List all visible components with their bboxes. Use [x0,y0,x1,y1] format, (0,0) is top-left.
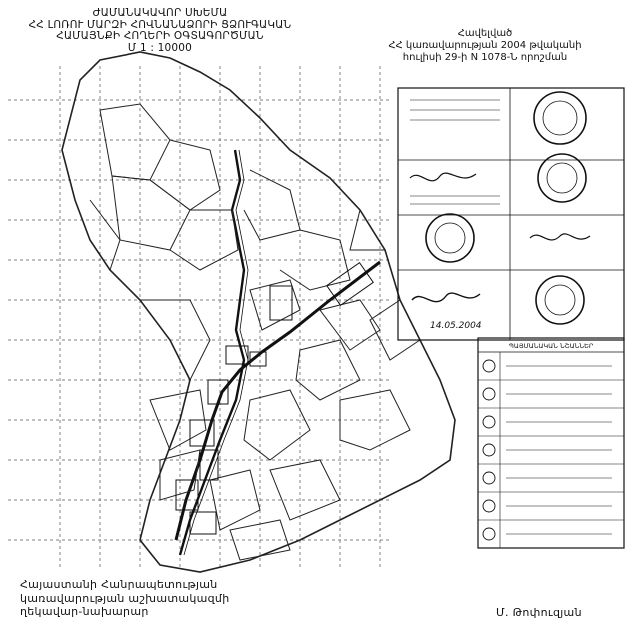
title-line-1: ԺԱՄԱՆԱԿԱՎՈՐ ՍԽԵՄԱ [92,7,228,19]
footer-line-3: ղեկավար-նախարար [20,605,149,618]
stamp-date: 14.05.2004 [430,321,482,331]
footer-line-2: կառավարության աշխատակազմի [20,591,230,605]
river-bank [184,150,248,555]
scale-label: Մ 1 : 10000 [127,41,193,54]
legend-title: ՊԱՅՄԱՆԱԿԱՆ ՆՇԱՆՆԵՐ [508,342,594,350]
approval-line-2: ՀՀ կառավարության 2004 թվականի [388,40,582,51]
signatory-title [20,578,229,619]
community-boundary [62,52,455,572]
approval-panel [398,88,624,340]
title-line-2: ՀՀ ԼՈՌՈՒ ՄԱՐԶԻ ՀՈՎՆԱՆԱՁՈՐԻ ՑՁՈՒԳԱԿԱՆ [28,18,292,31]
title-line-3: ՀԱՄԱՅՆՔԻ ՀՈՂԵՐԻ ՕԳՏԱԳՈՐԾՄԱՆ [56,30,264,42]
village-cluster [176,263,373,534]
legend-table [478,338,624,548]
parcel-lines [90,104,420,560]
footer-line-1: Հայաստանի Հանրապետության [20,578,218,591]
signatory-name: Մ. Թոփուզյան [496,606,582,619]
approval-line-1: Հավելված [457,28,513,39]
road [176,262,380,540]
approval-line-3: հուլիսի 29-ի N 1078-Ն որոշման [402,52,568,63]
